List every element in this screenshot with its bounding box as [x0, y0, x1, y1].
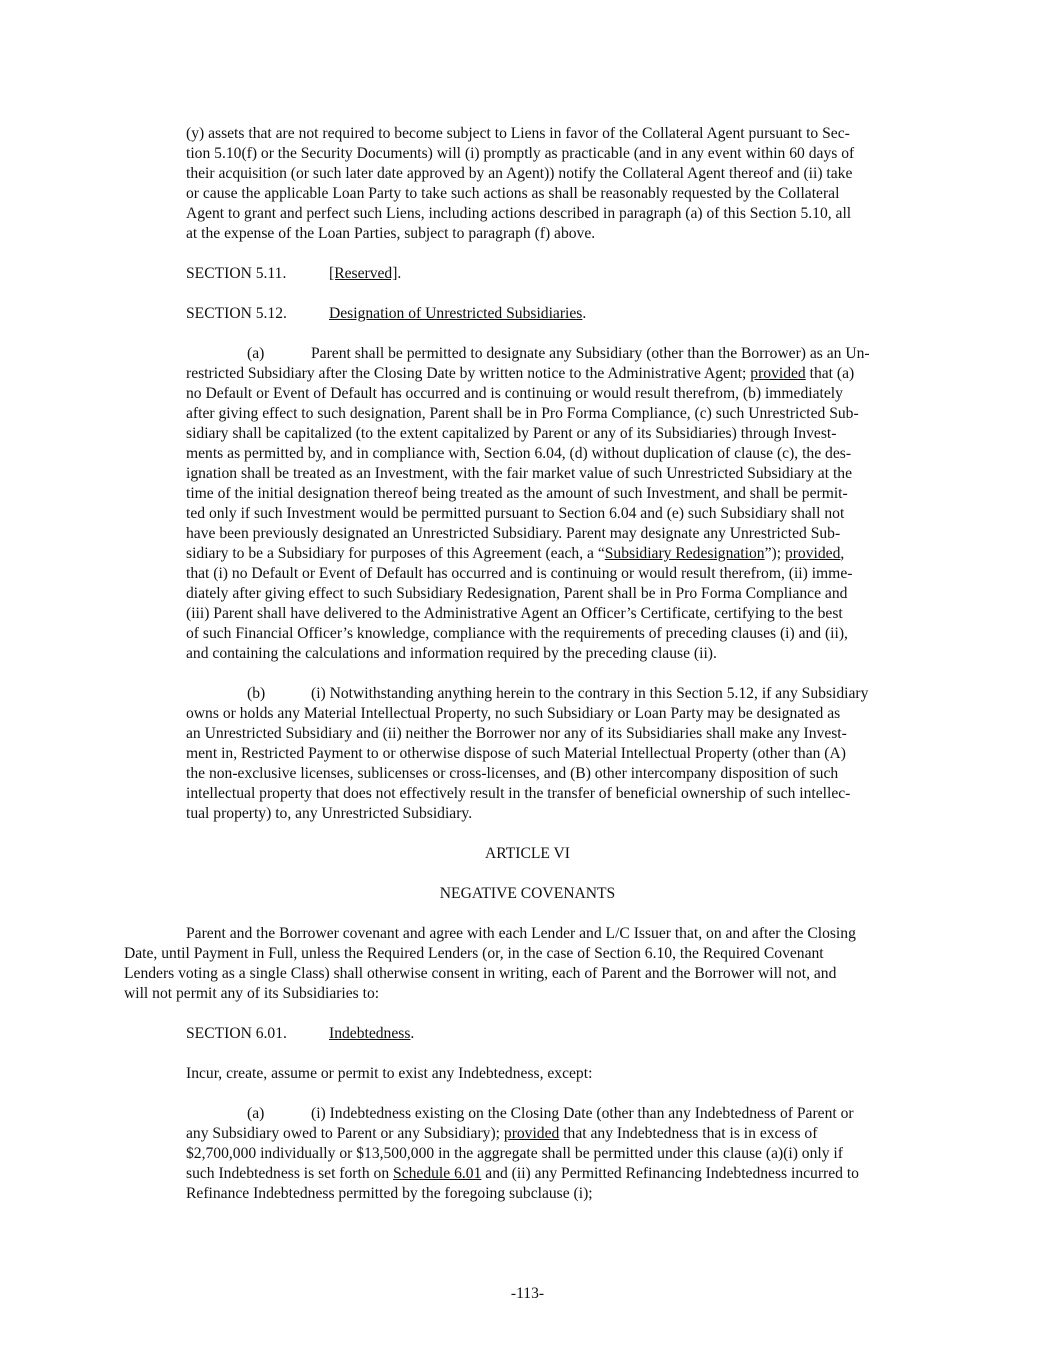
- intro-line: their acquisition (or such later date approved by an Agent)) notify the Collateral Agent thereof and (ii) take: [186, 165, 853, 182]
- section-601-number: SECTION 6.01.: [186, 1025, 287, 1042]
- para-601a-line: [186, 1124, 817, 1144]
- section-512-heading: [329, 304, 586, 324]
- text-run: sidiary to be a Subsidiary for purposes of this Agreement (each, a “: [186, 545, 605, 562]
- para-512a-line: have been previously designated an Unrestricted Subsidiary. Parent may designate any Unrestricted Sub-: [186, 525, 841, 542]
- text-run: and (ii) any Permitted Refinancing Indebtedness incurred to: [481, 1165, 859, 1182]
- article-number: ARTICLE VI: [485, 845, 570, 862]
- article-title: NEGATIVE COVENANTS: [439, 885, 616, 902]
- para-512a-line: that (i) no Default or Event of Default has occurred and is continuing or would result therefrom, (ii) imme-: [186, 565, 853, 582]
- provided-term: provided: [784, 545, 841, 562]
- intro-line: (y) assets that are not required to become subject to Liens in favor of the Collateral Agent pursuant to Sec-: [186, 125, 850, 142]
- para-601a-label: (a): [247, 1105, 265, 1122]
- section-511-punct: .: [397, 265, 402, 282]
- covenant-intro-line: Lenders voting as a single Class) shall otherwise consent in writing, each of Parent and the Borrower will not, and: [124, 965, 837, 982]
- para-512b-line: owns or holds any Material Intellectual Property, no such Subsidiary or Loan Party may be designated as: [186, 705, 841, 722]
- para-512a-line: [186, 544, 844, 564]
- section-512-punct: .: [582, 305, 587, 322]
- intro-line: or cause the applicable Loan Party to take such actions as shall be reasonably requested by the Collateral: [186, 185, 840, 202]
- schedule-reference: Schedule 6.01: [393, 1165, 482, 1182]
- para-601a-line: (i) Indebtedness existing on the Closing Date (other than any Indebtedness of Parent or: [311, 1105, 854, 1122]
- intro-line: tion 5.10(f) or the Security Documents) will (i) promptly as practicable (and in any event within 60 days of: [186, 145, 855, 162]
- text-run: ”);: [764, 545, 785, 562]
- page-number: -113-: [510, 1285, 545, 1302]
- para-512a-line: ignation shall be treated as an Investment, with the fair market value of such Unrestricted Subsidiary at the: [186, 465, 852, 482]
- para-512a-label: (a): [247, 345, 265, 362]
- intro-line: at the expense of the Loan Parties, subject to paragraph (f) above.: [186, 225, 596, 242]
- para-512a-line: diately after giving effect to such Subsidiary Redesignation, Parent shall be in Pro Forma Compliance and: [186, 585, 848, 602]
- para-512a-line: after giving effect to such designation, Parent shall be in Pro Forma Compliance, (c) such Unrestricted Sub-: [186, 405, 859, 422]
- covenant-intro-line: Date, until Payment in Full, unless the Required Lenders (or, in the case of Section 6.10, the Required Covenant: [124, 945, 824, 962]
- para-512b-line: the non-exclusive licenses, sublicenses or cross-licenses, and (B) other intercompany disposition of such: [186, 765, 839, 782]
- provided-term: provided: [503, 1125, 560, 1142]
- intro-line: Agent to grant and perfect such Liens, including actions described in paragraph (a) of this Section 5.10, all: [186, 205, 852, 222]
- para-512a-line: ted only if such Investment would be permitted pursuant to Section 6.04 and (e) such Subsidiary shall not: [186, 505, 845, 522]
- section-511-title: [Reserved]: [329, 265, 398, 282]
- text-run: such Indebtedness is set forth on: [186, 1165, 394, 1182]
- para-512a-line: Parent shall be permitted to designate any Subsidiary (other than the Borrower) as an Un-: [311, 345, 870, 362]
- para-512a-line: (iii) Parent shall have delivered to the Administrative Agent an Officer’s Certificate, certifying to the best: [186, 605, 843, 622]
- para-512b-line: ment in, Restricted Payment to or otherwise dispose of such Material Intellectual Property (other than (A): [186, 745, 846, 762]
- section-601-title: Indebtedness: [329, 1025, 411, 1042]
- para-512a-line: and containing the calculations and information required by the preceding clause (ii).: [186, 645, 717, 662]
- text-run: that (a): [805, 365, 855, 382]
- para-512b-line: intellectual property that does not effectively result in the transfer of beneficial ownership of such intellec-: [186, 785, 851, 802]
- para-601a-line: Refinance Indebtedness permitted by the foregoing subclause (i);: [186, 1185, 593, 1202]
- section-601-intro: Incur, create, assume or permit to exist any Indebtedness, except:: [186, 1065, 593, 1082]
- para-512a-line: no Default or Event of Default has occurred and is continuing or would result therefrom, (b) immediately: [186, 385, 843, 402]
- text-run: ,: [840, 545, 845, 562]
- para-512b-label: (b): [247, 685, 266, 702]
- para-601a-line: [186, 1164, 859, 1184]
- section-511-heading: [329, 264, 401, 284]
- covenant-intro-line: Parent and the Borrower covenant and agree with each Lender and L/C Issuer that, on and after the Closing: [186, 925, 856, 942]
- para-512b-line: tual property) to, any Unrestricted Subsidiary.: [186, 805, 473, 822]
- text-run: any Subsidiary owed to Parent or any Subsidiary);: [186, 1125, 504, 1142]
- section-512-number: SECTION 5.12.: [186, 305, 287, 322]
- text-run: restricted Subsidiary after the Closing Date by written notice to the Administrative Agent;: [186, 365, 751, 382]
- para-512b-line: an Unrestricted Subsidiary and (ii) neither the Borrower nor any of its Subsidiaries shall make any Invest-: [186, 725, 847, 742]
- section-512-title: Designation of Unrestricted Subsidiaries: [329, 305, 583, 322]
- text-run: that any Indebtedness that is in excess of: [559, 1125, 818, 1142]
- covenant-intro-line: will not permit any of its Subsidiaries to:: [124, 985, 380, 1002]
- defined-term: Subsidiary Redesignation: [604, 545, 765, 562]
- para-512a-line: ments as permitted by, and in compliance with, Section 6.04, (d) without duplication of clause (c), the des-: [186, 445, 852, 462]
- para-512b-line: (i) Notwithstanding anything herein to the contrary in this Section 5.12, if any Subsidiary: [311, 685, 869, 702]
- section-601-punct: .: [410, 1025, 415, 1042]
- para-512a-line: of such Financial Officer’s knowledge, compliance with the requirements of preceding clauses (i) and (ii),: [186, 625, 848, 642]
- section-601-heading: [329, 1024, 414, 1044]
- para-512a-line: [186, 364, 854, 384]
- para-512a-line: time of the initial designation thereof being treated as the amount of such Investment, and shall be permit-: [186, 485, 848, 502]
- section-511-number: SECTION 5.11.: [186, 265, 287, 282]
- provided-term: provided: [750, 365, 806, 382]
- para-601a-line: $2,700,000 individually or $13,500,000 in the aggregate shall be permitted under this clause (a)(i) only if: [186, 1145, 843, 1162]
- para-512a-line: sidiary shall be capitalized (to the extent capitalized by Parent or any of its Subsidiaries) through Invest-: [186, 425, 837, 442]
